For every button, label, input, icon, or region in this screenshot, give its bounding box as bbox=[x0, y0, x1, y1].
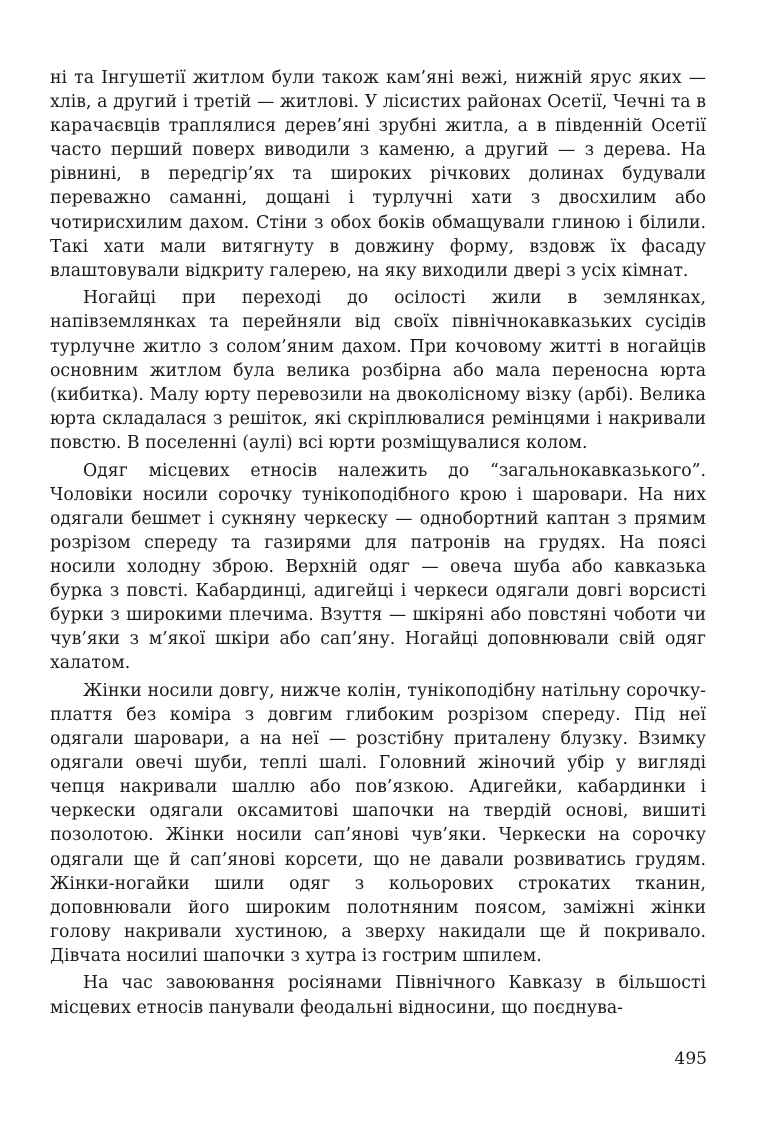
paragraph-2: Ногайці при переході до осілості жили в землянках, напівземлянках та перейняли від своїх північнокавказьких сусідів турлучне житло з солом’яним дахом. При кочовому житті в ногайців основним житлом була велика розбірна або мала переносна юрта (кибитка). Малу юрту перевозили на двоколісному візку (арбі). Велика юрта складалася з решіток, які скріплювалися ремінцями і накривали повстю. В поселенні (аулі) всі юрти розміщувалися колом. bbox=[50, 288, 706, 453]
body-text bbox=[50, 66, 706, 1020]
paragraph-3: Одяг місцевих етносів належить до “загальнокавказького”. Чоловіки носили сорочку тунікоподібного крою і шаровари. На них одягали бешмет і сукняну черкеску — однобортний каптан з прямим розрізом спереду та газирями для патронів на грудях. На поясі носили холодну зброю. Верхній одяг — овеча шуба або кавказька бурка з повсті. Кабардинці, адигейці і черкеси одягали довгі ворсисті бурки з широкими плечима. Взуття — шкіряні або повстяні чоботи чи чув’яки з м’якої шкіри або сап’яну. Ногайці доповнювали свій одяг халатом. bbox=[50, 460, 706, 674]
paragraph-4: Жінки носили довгу, нижче колін, тунікоподібну натільну сорочку-плаття без коміра з довгим глибоким розрізом спереду. Під неї одягали шаровари, а на неї — розстібну приталену блузку. Взимку одягали овечі шуби, теплі шалі. Головний жіночий убір у вигляді чепця накривали шаллю або пов’язкою. Адигейки, кабардинки і черкески одягали оксамитові шапочки на твердій основі, вишиті позолотою. Жінки носили сап’янові чув’яки. Черкески на сорочку одягали ще й сап’янові корсети, що не давали розвиватись грудям. Жінки-ногайки шили одяг з кольорових строкатих тканин, доповнювали його широким полотняним поясом, заміжні жінки голову накривали хустиною, а зверху накидали ще й покривало. Дівчата носилиі шапочки з хутра із гострим шпилем. bbox=[50, 680, 706, 966]
paragraph-1: ні та Інгушетії житлом були також кам’яні вежі, нижній ярус яких — хлів, а другий і третій — житлові. У лісистих районах Осетії, Чечні та в карачаєвців траплялися дерев’яні зрубні житла, а в південній Осетії часто перший поверх виводили з каменю, а другий — з дерева. На рівнині, в передгір’ях та широких річкових долинах будували переважно саманні, дощані і турлучні хати з двосхилим або чотирисхилим дахом. Стіни з обох боків обмащували глиною і білили. Такі хати мали витягнуту в довжину форму, вздовж їх фасаду влаштовували відкриту галерею, на яку виходили двері з усіх кімнат. bbox=[50, 68, 706, 281]
paragraph-5: На час завоювання росіянами Північного Кавказу в більшості місцевих етносів панували феодальні відносини, що поєднува- bbox=[50, 973, 706, 1018]
page-number: 495 bbox=[674, 1049, 707, 1069]
